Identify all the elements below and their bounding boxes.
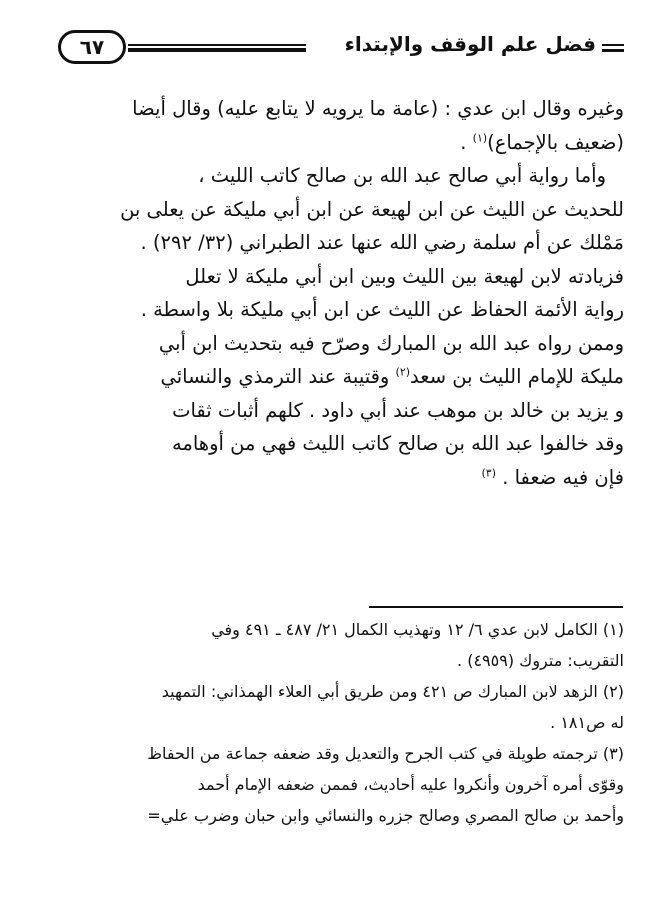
body-line: وأما رواية أبي صالح عبد الله بن صالح كاتب الليث ، bbox=[198, 164, 606, 187]
body-line: فإن فيه ضعفا . $^{(٣)}$ bbox=[481, 465, 624, 489]
footnote-line: وقوّى أمره آخرون وأنكروا عليه أحاديث، فممن ضعفه الإمام أحمد bbox=[197, 775, 624, 794]
footnote-line: (٢) الزهد لابن المبارك ص ٤٢١ ومن طريق أبي العلاء الهمذاني: التمهيد bbox=[161, 682, 624, 701]
footnote-line: (٣) ترجمته طويلة في كتب الجرح والتعديل وقد ضعفه جماعة من الحفاظ bbox=[147, 744, 624, 763]
footnote-line: له ص١٨١ . bbox=[550, 713, 624, 732]
footnote-ref[interactable]: (٣) bbox=[481, 466, 496, 479]
footnote-line: (١) الكامل لابن عدي ٦/ ١٢ وتهذيب الكمال ٢١/ ٤٨٧ ـ ٤٩١ وفي bbox=[211, 620, 624, 639]
body-line: وغيره وقال ابن عدي : (عامة ما يرويه لا يتابع عليه) وقال أيضا bbox=[132, 97, 624, 120]
footnote-ref[interactable]: (٢) bbox=[395, 365, 411, 379]
page-number: ٦٧ bbox=[58, 30, 126, 64]
body-line: (ضعيف بالإجماع)$^{(١)}$ . bbox=[460, 130, 624, 154]
footnote-line: وأحمد بن صالح المصري وصالح جزره والنسائي وابن حبان وضرب علي= bbox=[147, 806, 624, 825]
body-line: فزيادته لابن لهيعة بين الليث وبين ابن أبي مليكة لا تعلل bbox=[185, 264, 624, 288]
footnote-separator bbox=[369, 606, 623, 608]
body-line: مليكة للإمام الليث بن سعد$^{(٢)}$ وقتيبة عند الترمذي والنسائي bbox=[160, 365, 624, 388]
footnote-ref[interactable]: (١) bbox=[472, 131, 488, 144]
main-text bbox=[40, 92, 624, 494]
header-ornament bbox=[602, 44, 624, 52]
header-rule bbox=[128, 44, 306, 52]
body-line: للحديث عن الليث عن ابن لهيعة عن ابن أبي مليكة عن يعلى بن bbox=[120, 197, 624, 221]
footnotes bbox=[40, 614, 624, 831]
body-line: و يزيد بن خالد بن موهب عند أبي داود . كلهم أثبات ثقات bbox=[172, 398, 624, 422]
body-line: وقد خالفوا عبد الله بن صالح كاتب الليث فهي من أوهامه bbox=[171, 432, 624, 455]
footnote-line: التقريب: متروك (٤٩٥٩) . bbox=[457, 651, 624, 670]
page-header bbox=[58, 30, 624, 68]
body-line: مَمْلك عن أم سلمة رضي الله عنها عند الطبراني (٣٢/ ٢٩٢) . bbox=[140, 231, 624, 254]
body-line: رواية الأئمة الحفاظ عن الليث عن ابن أبي مليكة بلا واسطة . bbox=[140, 298, 624, 321]
body-line: وممن رواه عبد الله بن المبارك وصرّح فيه بتحديث ابن أبي bbox=[158, 331, 624, 355]
running-title: فضل علم الوقف والإبتداء bbox=[344, 32, 596, 56]
